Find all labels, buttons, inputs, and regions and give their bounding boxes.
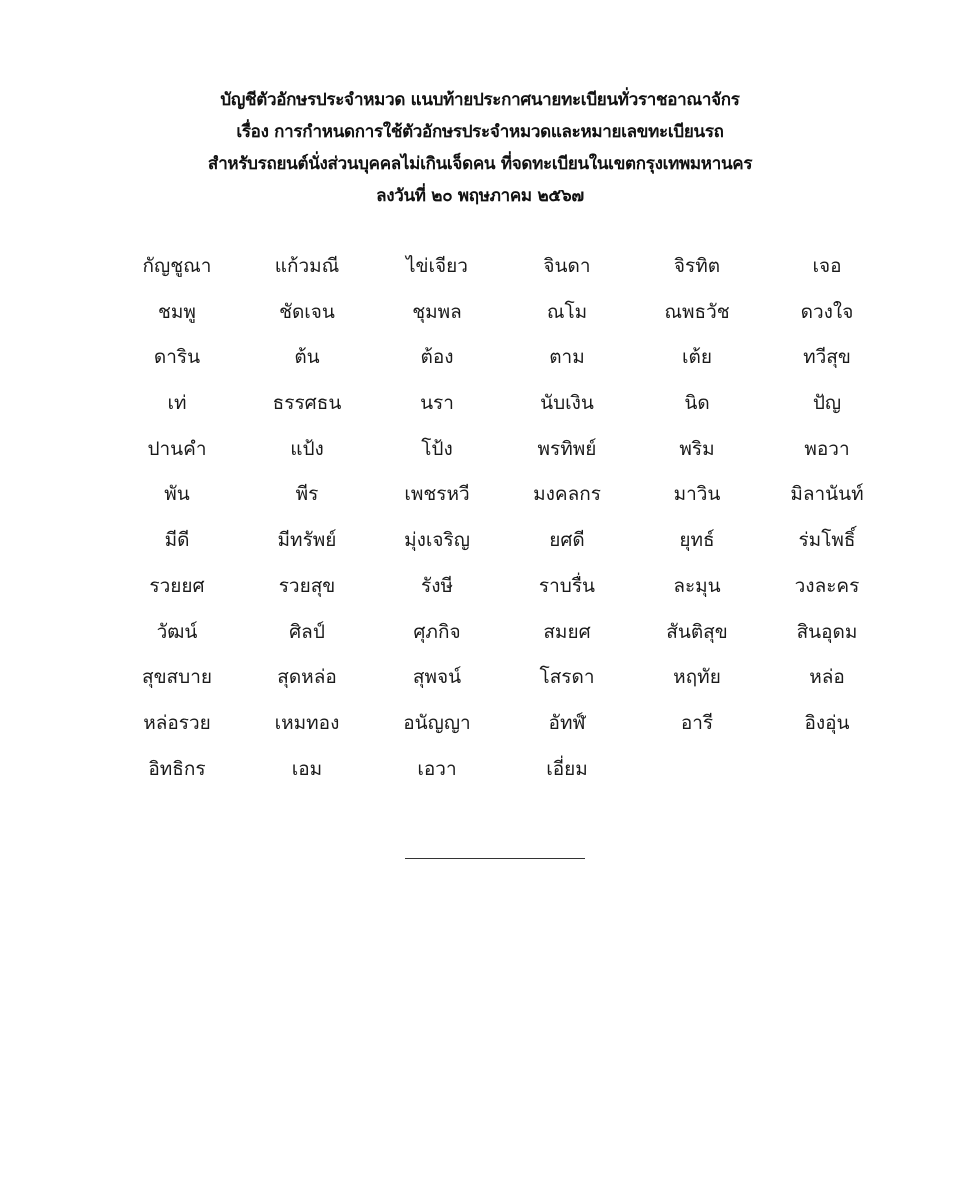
name-entry: เอวา [417, 757, 457, 780]
name-entry: รังษี [420, 574, 453, 597]
name-entry: ดวงใจ [800, 300, 854, 323]
name-entry: เหมทอง [274, 711, 340, 734]
name-entry: มีทรัพย์ [277, 529, 337, 552]
name-entry: อัทฬ์ [548, 711, 586, 734]
name-entry: เท่ [167, 392, 187, 415]
name-entry: สินอุดม [796, 620, 858, 643]
name-entry: ธรรศธน [272, 392, 342, 415]
name-entry: เจอ [812, 255, 842, 277]
name-entry: นับเงิน [540, 392, 594, 415]
name-entry: เอม [291, 757, 323, 780]
header-title-line: บัญชีตัวอักษรประจำหมวด แนบท้ายประกาศนายทะเบียนทั่วราชอาณาจักร [220, 90, 740, 110]
name-entry: ศุภกิจ [413, 620, 461, 643]
name-entry: ชัดเจน [279, 300, 335, 323]
name-entry: ยศดี [549, 529, 585, 552]
name-entry: พรทิพย์ [537, 437, 597, 460]
name-entry: ร่มโพธิ์ [798, 529, 856, 552]
name-entry: ตาม [549, 346, 585, 369]
name-entry: ชมพู [158, 300, 196, 323]
name-entry: เพชรหวี [404, 483, 470, 506]
name-entry: มาวิน [673, 483, 721, 506]
name-entry: หล่อรวย [143, 711, 211, 734]
name-entry: ชุมพล [412, 300, 462, 323]
name-entry: ทวีสุข [803, 346, 851, 369]
name-entry: เอี่ยม [546, 757, 588, 780]
name-entry: หฤทัย [673, 666, 721, 689]
name-entry: สมยศ [543, 620, 591, 643]
name-entry: สุดหล่อ [277, 666, 337, 689]
name-entry: โป้ง [421, 437, 453, 460]
name-entry: สันติสุข [666, 620, 728, 643]
name-entry: วงละคร [794, 574, 860, 597]
name-entry: จินดา [543, 255, 591, 277]
name-entry: กัญชูณา [142, 255, 212, 277]
name-entry: รวยสุข [278, 574, 336, 597]
header-scope-line: สำหรับรถยนต์นั่งส่วนบุคคลไม่เกินเจ็ดคน ที่จดทะเบียนในเขตกรุงเทพมหานคร [207, 154, 753, 174]
name-entry: ต้อง [420, 346, 454, 369]
name-entry: ราบรื่น [538, 574, 596, 597]
name-entry: วัฒน์ [156, 620, 198, 643]
name-entry: มุ่งเจริญ [404, 529, 470, 552]
document-header [0, 84, 960, 212]
name-entry: อิทธิกร [148, 757, 206, 780]
name-entry: พัน [164, 483, 190, 506]
header-date-line: ลงวันที่ ๒๐ พฤษภาคม ๒๕๖๗ [376, 186, 584, 206]
name-entry: พอวา [804, 437, 850, 460]
name-entry: ยุทธ์ [679, 529, 715, 552]
end-divider [405, 858, 585, 859]
name-entry: ไข่เจียว [406, 255, 468, 277]
name-entry: นิด [684, 392, 710, 415]
name-entry: แป้ง [290, 437, 324, 460]
name-entry: อิงอุ่น [804, 711, 850, 734]
name-entry: เต้ย [682, 346, 712, 369]
name-entry: โสรดา [539, 666, 595, 689]
name-entry: ดาริน [153, 346, 201, 369]
name-entry: มิลานันท์ [790, 483, 864, 506]
name-entry: ปัญ [812, 392, 842, 415]
name-entry: แก้วมณี [274, 255, 340, 277]
name-entry: มีดี [164, 529, 190, 552]
name-entry: ปานคำ [147, 437, 207, 460]
name-entry: อนัญญา [403, 711, 471, 734]
name-entry: จิรทิต [673, 255, 721, 277]
name-entry: สุพจน์ [412, 666, 462, 689]
name-entry: ต้น [294, 346, 320, 369]
name-entry: มงคลกร [533, 483, 601, 506]
name-entry: ณพธวัช [664, 300, 730, 323]
name-entry: นรา [420, 392, 454, 415]
name-entry: พริม [679, 437, 715, 460]
name-list-grid [112, 244, 892, 792]
name-entry: หล่อ [809, 666, 845, 689]
name-entry: ศิลป์ [289, 620, 325, 643]
name-entry: ณโม [546, 300, 588, 323]
name-entry: อารี [680, 711, 714, 734]
name-entry: รวยยศ [149, 574, 205, 597]
name-entry: พีร [295, 483, 319, 506]
header-subject-line: เรื่อง การกำหนดการใช้ตัวอักษรประจำหมวดและหมายเลขทะเบียนรถ [236, 122, 724, 142]
name-entry: สุขสบาย [141, 666, 213, 689]
name-entry: ละมุน [673, 574, 721, 597]
